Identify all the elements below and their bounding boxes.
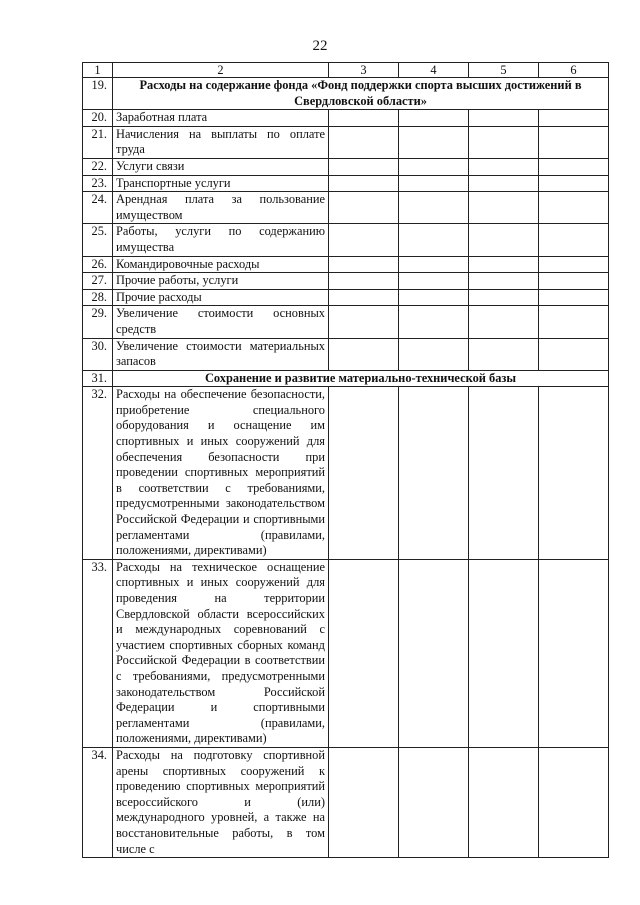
row-label: Расходы на обеспечение безопасности, приобретение специального оборудования и оснащение им спортивных и иных сооружений для обеспечения безопасности при проведении спортивных мероприятий в соответствии с требованиями, предусмотренными законодательством Российской Федерации и спортивными регламентами (правилами, положениями, директивами) — [113, 387, 329, 560]
value-cell — [329, 158, 399, 175]
section-title: Сохранение и развитие материально-технической базы — [113, 370, 609, 387]
value-cell — [469, 559, 539, 747]
value-cell — [539, 338, 609, 370]
table-row — [83, 256, 609, 273]
value-cell — [329, 192, 399, 224]
row-number: 27. — [83, 273, 113, 290]
value-cell — [399, 158, 469, 175]
value-cell — [329, 110, 399, 127]
row-number: 23. — [83, 175, 113, 192]
row-number: 21. — [83, 126, 113, 158]
value-cell — [399, 273, 469, 290]
table-row — [83, 559, 609, 747]
column-header: 4 — [399, 63, 469, 78]
value-cell — [539, 110, 609, 127]
value-cell — [399, 387, 469, 560]
value-cell — [399, 192, 469, 224]
row-label: Работы, услуги по содержанию имущества — [113, 224, 329, 256]
value-cell — [469, 192, 539, 224]
value-cell — [329, 306, 399, 338]
value-cell — [399, 747, 469, 857]
row-label: Прочие работы, услуги — [113, 273, 329, 290]
table-row — [83, 175, 609, 192]
section-row — [83, 370, 609, 387]
value-cell — [469, 158, 539, 175]
value-cell — [539, 192, 609, 224]
table-row — [83, 747, 609, 857]
value-cell — [469, 306, 539, 338]
value-cell — [399, 110, 469, 127]
value-cell — [539, 559, 609, 747]
row-label: Увеличение стоимости основных средств — [113, 306, 329, 338]
value-cell — [469, 175, 539, 192]
row-label: Увеличение стоимости материальных запасов — [113, 338, 329, 370]
column-header: 5 — [469, 63, 539, 78]
value-cell — [539, 158, 609, 175]
row-number: 19. — [83, 78, 113, 110]
row-number: 34. — [83, 747, 113, 857]
value-cell — [329, 224, 399, 256]
value-cell — [469, 747, 539, 857]
value-cell — [329, 289, 399, 306]
value-cell — [329, 126, 399, 158]
row-number: 25. — [83, 224, 113, 256]
value-cell — [539, 224, 609, 256]
value-cell — [329, 273, 399, 290]
row-number: 33. — [83, 559, 113, 747]
value-cell — [539, 273, 609, 290]
table-row — [83, 126, 609, 158]
header-row — [83, 63, 609, 78]
row-label: Расходы на техническое оснащение спортивных и иных сооружений для проведения на территории Свердловской области всероссийских и международных соревнований с участием спортивных сборных команд Российской Федерации в соответствии с требованиями, предусмотренными законодательством Российской Федерации и спортивными регламентами (правилами, положениями, директивами) — [113, 559, 329, 747]
table-row — [83, 306, 609, 338]
value-cell — [329, 747, 399, 857]
value-cell — [329, 559, 399, 747]
row-label: Начисления на выплаты по оплате труда — [113, 126, 329, 158]
row-label: Заработная плата — [113, 110, 329, 127]
table-row — [83, 387, 609, 560]
row-number: 30. — [83, 338, 113, 370]
value-cell — [399, 338, 469, 370]
row-number: 31. — [83, 370, 113, 387]
expenses-table — [82, 62, 609, 858]
column-header: 2 — [113, 63, 329, 78]
value-cell — [399, 126, 469, 158]
row-number: 28. — [83, 289, 113, 306]
table-row — [83, 158, 609, 175]
section-title: Расходы на содержание фонда «Фонд поддержки спорта высших достижений в Свердловской области» — [113, 78, 609, 110]
value-cell — [539, 175, 609, 192]
value-cell — [469, 289, 539, 306]
value-cell — [469, 338, 539, 370]
value-cell — [399, 256, 469, 273]
value-cell — [469, 224, 539, 256]
table-row — [83, 289, 609, 306]
table-row — [83, 192, 609, 224]
row-label: Арендная плата за пользование имуществом — [113, 192, 329, 224]
column-header: 6 — [539, 63, 609, 78]
value-cell — [539, 256, 609, 273]
value-cell — [539, 387, 609, 560]
value-cell — [399, 175, 469, 192]
row-label: Расходы на подготовку спортивной арены спортивных сооружений к проведению спортивных мероприятий всероссийского и (или) международного уровней, а также на восстановительные работы, в том числе с — [113, 747, 329, 857]
table-row — [83, 338, 609, 370]
row-label: Услуги связи — [113, 158, 329, 175]
section-row — [83, 78, 609, 110]
row-number: 22. — [83, 158, 113, 175]
page-number: 22 — [312, 38, 328, 54]
row-label: Прочие расходы — [113, 289, 329, 306]
value-cell — [469, 387, 539, 560]
row-number: 20. — [83, 110, 113, 127]
value-cell — [329, 256, 399, 273]
value-cell — [399, 224, 469, 256]
value-cell — [469, 256, 539, 273]
table-row — [83, 224, 609, 256]
table-row — [83, 110, 609, 127]
value-cell — [469, 273, 539, 290]
value-cell — [469, 110, 539, 127]
row-number: 24. — [83, 192, 113, 224]
value-cell — [469, 126, 539, 158]
value-cell — [399, 559, 469, 747]
value-cell — [539, 289, 609, 306]
row-label: Транспортные услуги — [113, 175, 329, 192]
row-number: 26. — [83, 256, 113, 273]
value-cell — [399, 289, 469, 306]
table-row — [83, 273, 609, 290]
value-cell — [399, 306, 469, 338]
row-label: Командировочные расходы — [113, 256, 329, 273]
value-cell — [329, 338, 399, 370]
value-cell — [329, 387, 399, 560]
row-number: 32. — [83, 387, 113, 560]
value-cell — [539, 126, 609, 158]
row-number: 29. — [83, 306, 113, 338]
value-cell — [539, 306, 609, 338]
value-cell — [329, 175, 399, 192]
column-header: 3 — [329, 63, 399, 78]
column-header: 1 — [83, 63, 113, 78]
value-cell — [539, 747, 609, 857]
